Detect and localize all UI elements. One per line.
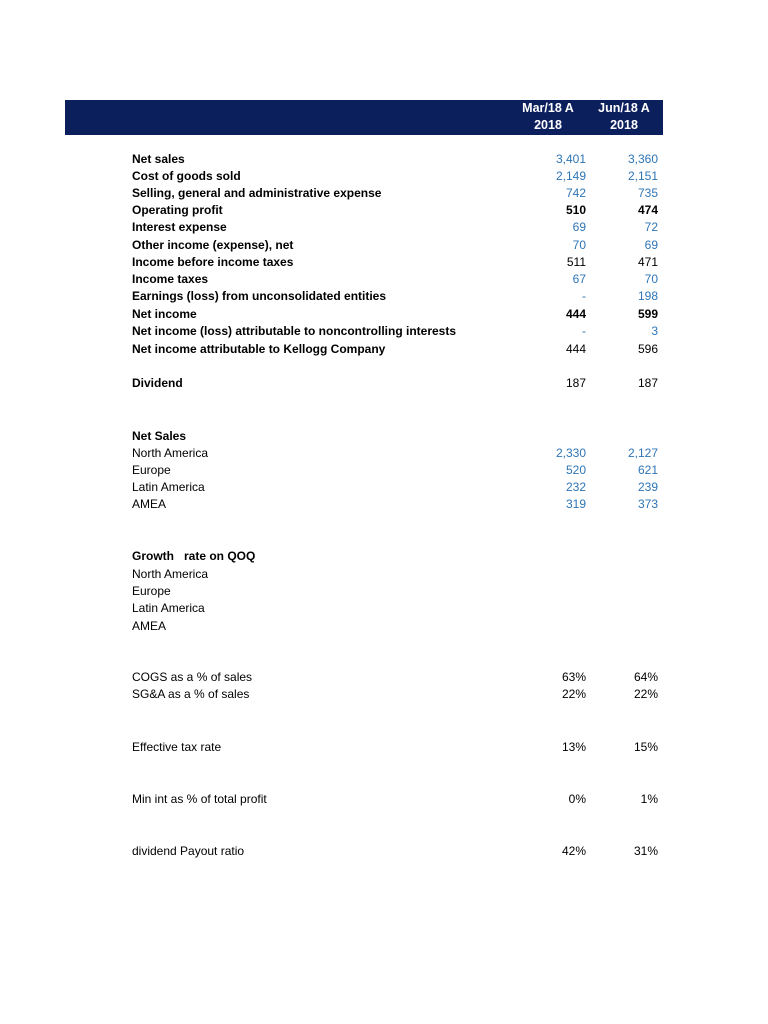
cell-mar18: 319 xyxy=(565,497,586,511)
row-min-int-pct xyxy=(132,791,663,808)
cell-mar18: 70 xyxy=(572,238,586,252)
cell-mar18: - xyxy=(582,289,586,303)
cell-jun18: 239 xyxy=(637,480,658,494)
row-label: SG&A as a % of sales xyxy=(132,687,250,701)
cell-jun18: 31% xyxy=(633,844,658,858)
cell-jun18: 471 xyxy=(637,255,658,269)
row-label: Europe xyxy=(132,584,171,598)
row-label: Latin America xyxy=(132,480,205,494)
row-growth-latin-america xyxy=(132,600,663,617)
cell-jun18: 198 xyxy=(637,289,658,303)
row-interest-expense xyxy=(132,219,663,236)
cell-mar18: 520 xyxy=(565,463,586,477)
row-cogs-pct xyxy=(132,669,663,686)
row-sga-pct xyxy=(132,686,663,703)
row-label: Income taxes xyxy=(132,272,209,286)
row-dividend xyxy=(132,375,663,392)
row-net-income-kellogg xyxy=(132,341,663,358)
cell-jun18: 1% xyxy=(640,792,658,806)
cell-mar18: 13% xyxy=(561,740,586,754)
row-label: AMEA xyxy=(132,497,167,511)
cell-mar18: 187 xyxy=(565,376,586,390)
row-region-north-america xyxy=(132,445,663,462)
cell-jun18: 22% xyxy=(633,687,658,701)
row-label: Earnings (loss) from unconsolidated entities xyxy=(132,289,387,303)
cell-jun18: 3,360 xyxy=(627,152,658,166)
cell-mar18: 63% xyxy=(561,670,586,684)
row-dividend-payout xyxy=(132,843,663,860)
row-label: COGS as a % of sales xyxy=(132,670,253,684)
column-header-jun18 xyxy=(590,100,658,134)
cell-mar18: 510 xyxy=(565,203,586,217)
cell-mar18: 2,149 xyxy=(555,169,586,183)
cell-mar18: 67 xyxy=(572,272,586,286)
row-label: dividend Payout ratio xyxy=(132,844,245,858)
row-net-income xyxy=(132,306,663,323)
cell-jun18: 3 xyxy=(651,324,658,338)
row-label: Other income (expense), net xyxy=(132,238,294,252)
cell-jun18: 621 xyxy=(637,463,658,477)
cell-mar18: 444 xyxy=(565,307,586,321)
cell-mar18: 444 xyxy=(565,342,586,356)
row-other-income xyxy=(132,237,663,254)
cell-mar18: 22% xyxy=(561,687,586,701)
section-title-net-sales xyxy=(132,428,663,445)
cell-jun18: 64% xyxy=(633,670,658,684)
cell-mar18: 3,401 xyxy=(555,152,586,166)
cell-mar18: 0% xyxy=(568,792,586,806)
row-sga xyxy=(132,185,663,202)
row-label: Latin America xyxy=(132,601,205,615)
cell-mar18: - xyxy=(582,324,586,338)
row-label: North America xyxy=(132,567,209,581)
cell-jun18: 599 xyxy=(637,307,658,321)
cell-jun18: 69 xyxy=(644,238,658,252)
column-header-period: Mar/18 A xyxy=(522,101,574,115)
row-unconsolidated-earnings xyxy=(132,288,663,305)
cell-jun18: 596 xyxy=(637,342,658,356)
row-label: Interest expense xyxy=(132,220,227,234)
cell-jun18: 72 xyxy=(644,220,658,234)
section-title: Net Sales xyxy=(132,429,187,443)
row-label: Europe xyxy=(132,463,171,477)
column-header-mar18 xyxy=(514,100,582,134)
row-net-sales xyxy=(132,151,663,168)
row-label: Dividend xyxy=(132,376,183,390)
row-region-amea xyxy=(132,496,663,513)
row-label: Cost of goods sold xyxy=(132,169,241,183)
row-growth-amea xyxy=(132,618,663,635)
row-income-before-taxes xyxy=(132,254,663,271)
cell-jun18: 474 xyxy=(637,203,658,217)
row-label: Effective tax rate xyxy=(132,740,222,754)
cell-mar18: 2,330 xyxy=(555,446,586,460)
column-header-year: 2018 xyxy=(610,118,638,132)
row-label: North America xyxy=(132,446,209,460)
row-region-europe xyxy=(132,462,663,479)
row-growth-europe xyxy=(132,583,663,600)
cell-jun18: 70 xyxy=(644,272,658,286)
cell-mar18: 42% xyxy=(561,844,586,858)
row-label: Min int as % of total profit xyxy=(132,792,267,806)
column-header-year: 2018 xyxy=(534,118,562,132)
row-label: Selling, general and administrative expense xyxy=(132,186,382,200)
row-operating-profit xyxy=(132,202,663,219)
cell-jun18: 187 xyxy=(637,376,658,390)
cell-jun18: 735 xyxy=(637,186,658,200)
row-growth-north-america xyxy=(132,566,663,583)
cell-jun18: 15% xyxy=(633,740,658,754)
row-label: Income before income taxes xyxy=(132,255,294,269)
row-label: AMEA xyxy=(132,619,167,633)
row-label: Operating profit xyxy=(132,203,223,217)
row-noncontrolling-interests xyxy=(132,323,663,340)
section-title: Growth rate on QOQ xyxy=(132,549,256,563)
section-title-growth xyxy=(132,548,663,565)
row-effective-tax-rate xyxy=(132,739,663,756)
row-label: Net income attributable to Kellogg Company xyxy=(132,342,386,356)
row-label: Net income xyxy=(132,307,197,321)
row-income-taxes xyxy=(132,271,663,288)
cell-jun18: 2,151 xyxy=(627,169,658,183)
row-label: Net sales xyxy=(132,152,185,166)
cell-jun18: 2,127 xyxy=(627,446,658,460)
cell-mar18: 511 xyxy=(566,255,586,269)
cell-mar18: 232 xyxy=(565,480,586,494)
row-region-latin-america xyxy=(132,479,663,496)
cell-jun18: 373 xyxy=(637,497,658,511)
cell-mar18: 742 xyxy=(565,186,586,200)
column-header-period: Jun/18 A xyxy=(598,101,650,115)
cell-mar18: 69 xyxy=(572,220,586,234)
row-label: Net income (loss) attributable to noncontrolling interests xyxy=(132,324,457,338)
row-cogs xyxy=(132,168,663,185)
